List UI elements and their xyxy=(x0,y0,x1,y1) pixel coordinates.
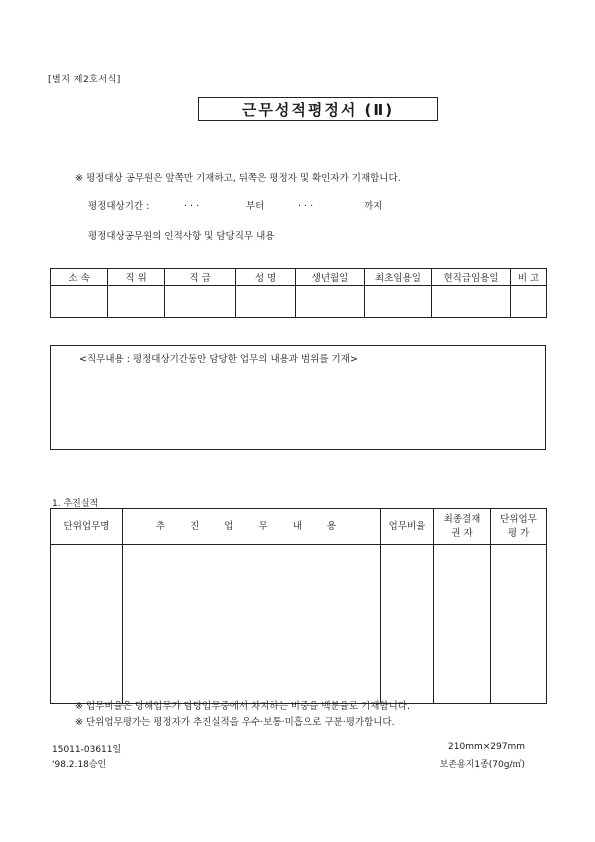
period-label: 평정대상기간 : xyxy=(88,201,150,212)
first-appointment-cell[interactable] xyxy=(365,286,432,318)
header-final-approver xyxy=(434,509,491,545)
birthdate-cell[interactable] xyxy=(296,286,365,318)
duty-description-box[interactable] xyxy=(50,345,546,450)
final-approver-line1: 최종결재 xyxy=(443,513,481,525)
header-unit-evaluation xyxy=(491,509,547,545)
period-dots-end: . . . xyxy=(298,198,314,209)
page-title xyxy=(198,97,438,121)
paper-size: 210mm×297mm xyxy=(448,742,525,752)
achievements-table xyxy=(50,508,547,704)
header-first-appointment: 최초임용일 xyxy=(365,269,432,286)
evaluation-period xyxy=(88,198,408,212)
final-approver-line2: 권 자 xyxy=(451,527,473,539)
duty-description-hint: <직무내용 : 평정대상기간동안 담당한 업무의 내용과 범위를 기재> xyxy=(79,354,358,365)
header-task-ratio: 업무비율 xyxy=(381,509,434,545)
header-grade: 직 급 xyxy=(165,269,236,286)
period-dots-start: . . . xyxy=(184,198,200,209)
personal-info-label: 평정대상공무원의 인적사항 및 담당직무 내용 xyxy=(88,231,275,242)
period-to: 까지 xyxy=(364,201,383,212)
form-label: [별지 제2호서식] xyxy=(48,75,121,85)
page-title-text: 근무성적평정서 (Ⅱ) xyxy=(241,100,395,119)
unit-task-cell[interactable] xyxy=(51,545,123,704)
note-unit-evaluation: ※ 단위업무평가는 평정자가 추진실적을 우수·보통·미흡으로 구분·평가합니다. xyxy=(75,717,395,728)
note-task-ratio: ※ 업무비율은 당해업무가 담당업무중에서 차지하는 비중을 백분율로 기재합니다. xyxy=(75,701,410,712)
remarks-cell[interactable] xyxy=(511,286,547,318)
header-remarks: 비 고 xyxy=(511,269,547,286)
position-cell[interactable] xyxy=(108,286,165,318)
task-content-cell[interactable] xyxy=(123,545,381,704)
period-from: 부터 xyxy=(246,201,265,212)
section-achievements-label: 1. 추진실적 xyxy=(52,499,99,509)
personal-info-table xyxy=(50,268,547,318)
header-unit-task: 단위업무명 xyxy=(51,509,123,545)
current-grade-appointment-cell[interactable] xyxy=(432,286,511,318)
final-approver-cell[interactable] xyxy=(434,545,491,704)
header-birthdate: 생년월일 xyxy=(296,269,365,286)
task-ratio-cell[interactable] xyxy=(381,545,434,704)
form-code: 15011-03611일 xyxy=(52,745,122,755)
department-cell[interactable] xyxy=(51,286,108,318)
note-top: ※ 평정대상 공무원은 앞쪽만 기재하고, 뒤쪽은 평정자 및 확인자가 기재합니다. xyxy=(75,173,401,184)
approval-date: '98.2.18승인 xyxy=(52,760,107,770)
unit-evaluation-cell[interactable] xyxy=(491,545,547,704)
unit-evaluation-line1: 단위업무 xyxy=(500,513,537,525)
table-row xyxy=(51,286,547,318)
header-task-content: 추 진 업 무 내 용 xyxy=(123,509,381,545)
table-row xyxy=(51,545,547,704)
grade-cell[interactable] xyxy=(165,286,236,318)
header-current-grade-appointment: 현직급임용일 xyxy=(432,269,511,286)
table-header-row xyxy=(51,269,547,286)
table-header-row xyxy=(51,509,547,545)
header-position: 직 위 xyxy=(108,269,165,286)
unit-evaluation-line2: 평 가 xyxy=(507,527,530,539)
header-department: 소 속 xyxy=(51,269,108,286)
header-name: 성 명 xyxy=(236,269,296,286)
paper-type: 보존용지1종(70g/㎡) xyxy=(439,760,525,770)
name-cell[interactable] xyxy=(236,286,296,318)
